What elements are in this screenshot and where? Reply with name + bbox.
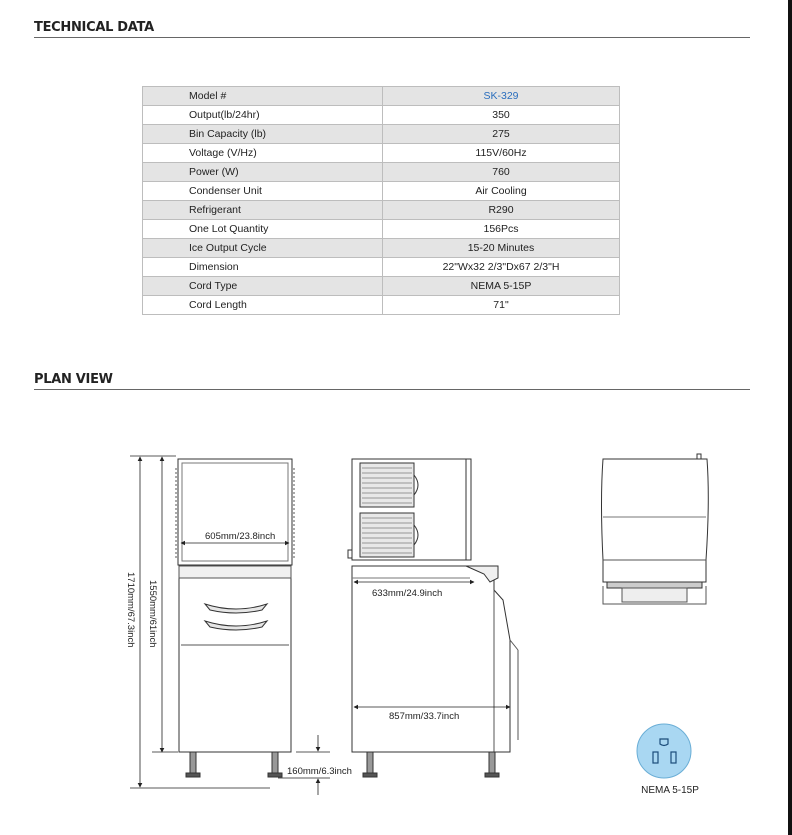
leg-height-dimension: 160mm/6.3inch [287, 766, 352, 777]
front-leg-right [272, 752, 278, 776]
bin-height-dimension: 1550mm/61inch [147, 580, 158, 648]
spec-label: Power (W) [143, 163, 383, 182]
spec-label: Dimension [143, 258, 383, 277]
front-bin [179, 566, 291, 752]
spec-value: 156Pcs [383, 220, 620, 239]
side-door-hinge [466, 566, 498, 582]
spec-label: Model # [143, 87, 383, 106]
spec-label: Output(lb/24hr) [143, 106, 383, 125]
side-leg-left [367, 752, 373, 776]
spec-label: Cord Type [143, 277, 383, 296]
ice-door-handle-top [205, 604, 267, 613]
top-view-bin-lip [607, 582, 702, 588]
spec-label: Bin Capacity (lb) [143, 125, 383, 144]
technical-data-heading: TECHNICAL DATA [34, 20, 154, 35]
spec-value: NEMA 5-15P [383, 277, 620, 296]
total-height-dimension: 1710mm/67.3inch [125, 572, 136, 648]
top-depth-dimension: 633mm/24.9inch [372, 588, 443, 599]
spec-label: One Lot Quantity [143, 220, 383, 239]
nema-plug-icon [637, 724, 691, 778]
front-head-panel [182, 463, 288, 561]
side-dimensions [354, 582, 510, 707]
plan-view-heading: PLAN VIEW [34, 372, 113, 387]
plug-label: NEMA 5-15P [641, 785, 699, 796]
total-depth-dimension: 857mm/33.7inch [389, 711, 460, 722]
front-leg-left [190, 752, 196, 776]
spec-label: Ice Output Cycle [143, 239, 383, 258]
front-head-unit [178, 459, 292, 565]
side-louver-upper [360, 463, 414, 507]
spec-label: Cord Length [143, 296, 383, 315]
ice-door-handle-bottom [205, 621, 267, 630]
spec-label: Voltage (V/Hz) [143, 144, 383, 163]
spec-value: 760 [383, 163, 620, 182]
spec-value: 350 [383, 106, 620, 125]
spec-value: 275 [383, 125, 620, 144]
spec-value: 15-20 Minutes [383, 239, 620, 258]
side-louver-lower [360, 513, 414, 557]
spec-value: SK-329 [383, 87, 620, 106]
spec-value: R290 [383, 201, 620, 220]
top-view-cabinet [602, 459, 709, 582]
top-view [602, 454, 709, 604]
side-view [348, 459, 518, 777]
spec-value: 22"Wx32 2/3"Dx67 2/3"H [383, 258, 620, 277]
spec-value: 71" [383, 296, 620, 315]
spec-value: 115V/60Hz [383, 144, 620, 163]
width-dimension: 605mm/23.8inch [205, 531, 276, 542]
spec-label: Condenser Unit [143, 182, 383, 201]
side-leg-right [489, 752, 495, 776]
front-view [176, 459, 294, 777]
spec-label: Refrigerant [143, 201, 383, 220]
spec-value: Air Cooling [383, 182, 620, 201]
